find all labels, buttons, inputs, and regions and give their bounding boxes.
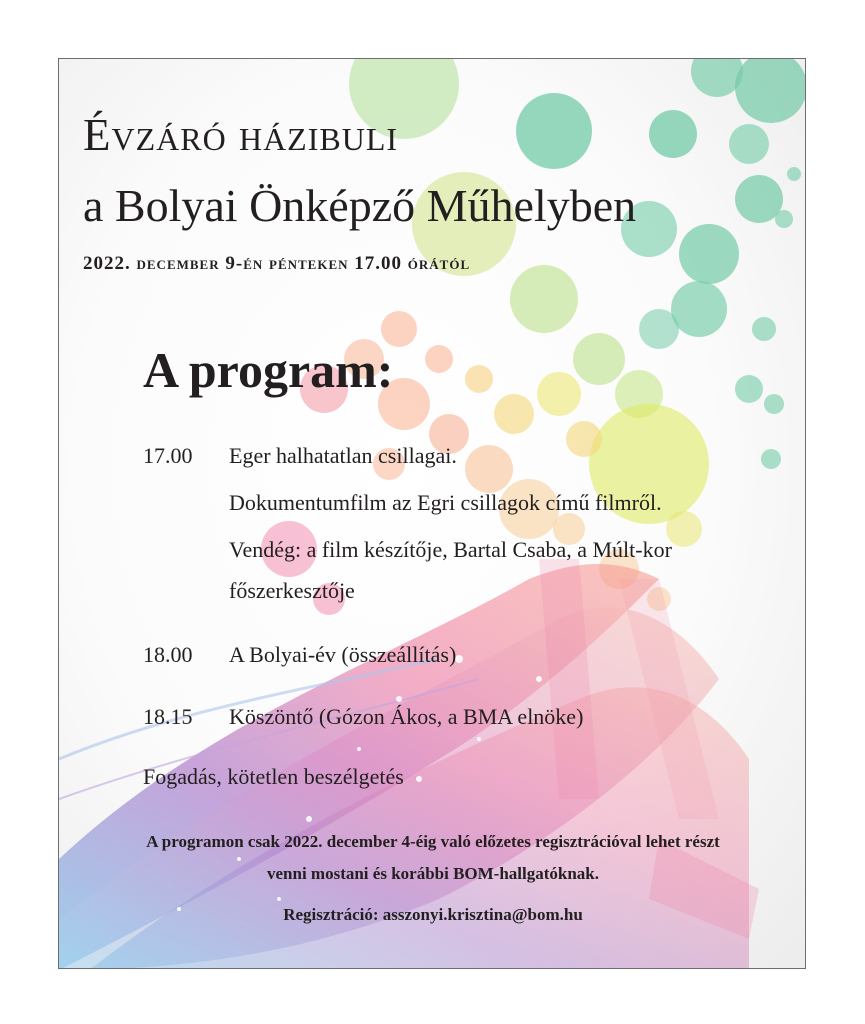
program-heading: A program: [143,342,394,398]
event-date: 2022. december 9-én pénteken 17.00 órától [83,253,471,274]
program-description: Dokumentumfilm az Egri csillagok című filmről. [229,490,662,515]
event-title: Évzáró házibuli [83,110,399,160]
event-venue-title: a Bolyai Önképző Műhelyben [83,180,637,231]
program-time: 18.15 [143,704,193,729]
program-description: főszerkesztője [229,578,355,603]
closing-text: Fogadás, kötetlen beszélgetés [143,764,404,789]
program-time: 17.00 [143,443,193,468]
program-description: Vendég: a film készítője, Bartal Csaba, a Múlt-kor [229,537,672,562]
program-time: 18.00 [143,642,193,667]
program-description: Eger halhatatlan csillagai. [229,443,457,468]
program-description: Köszöntő (Gózon Ákos, a BMA elnöke) [229,704,584,729]
program-description: A Bolyai-év (összeállítás) [229,642,457,667]
registration-notice: A programon csak 2022. december 4-éig való előzetes regisztrációval lehet részt [146,832,720,851]
poster-content [59,59,806,969]
registration-contact: Regisztráció: asszonyi.krisztina@bom.hu [283,905,583,924]
registration-notice: venni mostani és korábbi BOM-hallgatóknak. [266,864,600,883]
poster-frame [58,58,806,969]
